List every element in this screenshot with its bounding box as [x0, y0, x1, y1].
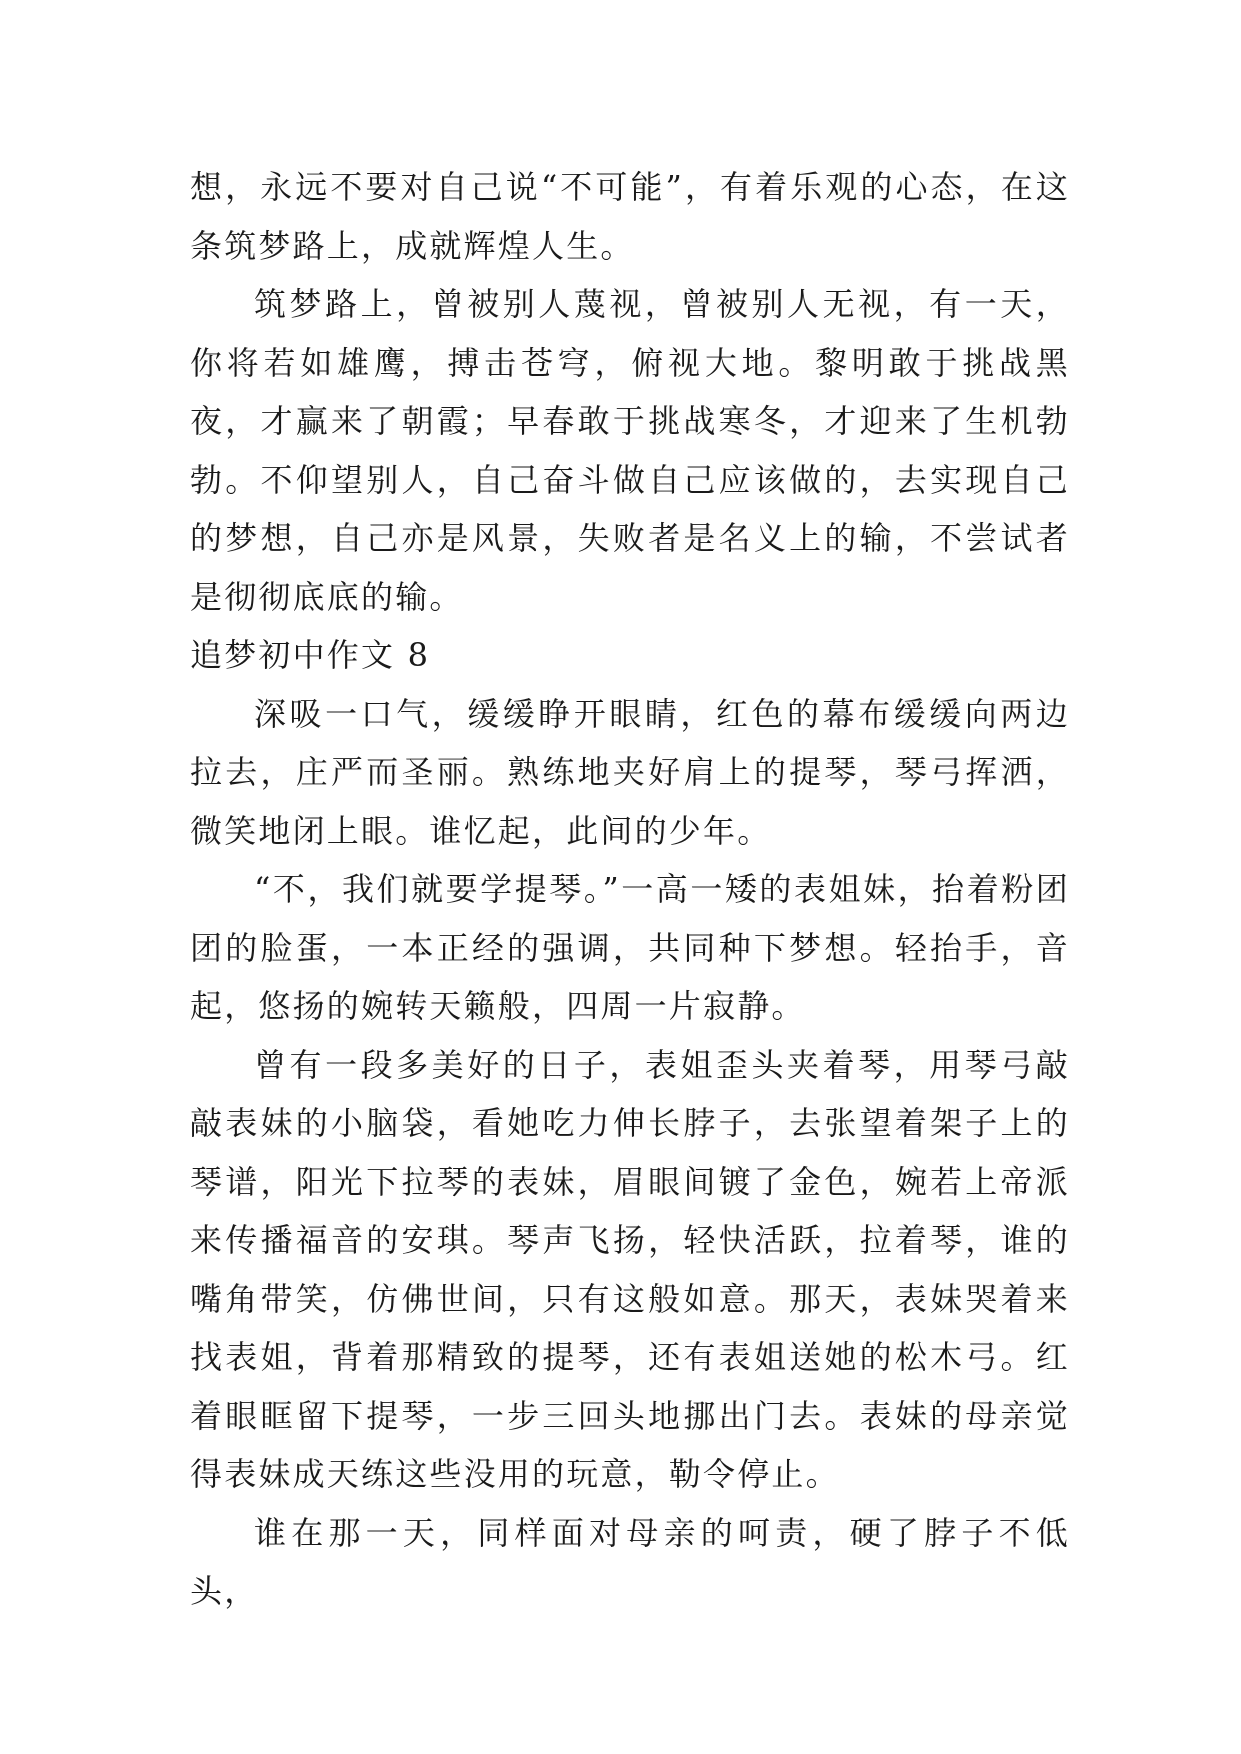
paragraph-1: 想，永远不要对自己说“不可能”，有着乐观的心态，在这条筑梦路上，成就辉煌人生。: [190, 168, 1070, 265]
paragraph-4: “不，我们就要学提琴。”一高一矮的表姐妹，抬着粉团团的脸蛋，一本正经的强调，共同种下梦想。轻抬手，音起，悠扬的婉转天籁般，四周一片寂静。: [190, 870, 1070, 1025]
paragraph-6: 谁在那一天，同样面对母亲的呵责，硬了脖子不低头，: [190, 1513, 1070, 1610]
section-heading: 追梦初中作文 8: [190, 636, 431, 674]
paragraph-3: 深吸一口气，缓缓睁开眼睛，红色的幕布缓缓向两边拉去，庄严而圣丽。熟练地夹好肩上的提琴，琴弓挥洒，微笑地闭上眼。谁忆起，此间的少年。: [190, 694, 1070, 850]
essay-body: [190, 158, 1070, 1621]
paragraph-2: 筑梦路上，曾被别人蔑视，曾被别人无视，有一天，你将若如雄鹰，搏击苍穹，俯视大地。黎明敢于挑战黑夜，才赢来了朝霞；早春敢于挑战寒冬，才迎来了生机勃勃。不仰望别人，自己奋斗做自己应该做的，去实现自己的梦想，自己亦是风景，失败者是名义上的输，不尝试者是彻彻底底的输。: [190, 285, 1070, 616]
paragraph-5: 曾有一段多美好的日子，表姐歪头夹着琴，用琴弓敲敲表妹的小脑袋，看她吃力伸长脖子，去张望着架子上的琴谱，阳光下拉琴的表妹，眉眼间镀了金色，婉若上帝派来传播福音的安琪。琴声飞扬，轻快活跃，拉着琴，谁的嘴角带笑，仿佛世间，只有这般如意。那天，表妹哭着来找表姐，背着那精致的提琴，还有表姐送她的松木弓。红着眼眶留下提琴，一步三回头地挪出门去。表妹的母亲觉得表妹成天练这些没用的玩意，勒令停止。: [190, 1045, 1070, 1493]
